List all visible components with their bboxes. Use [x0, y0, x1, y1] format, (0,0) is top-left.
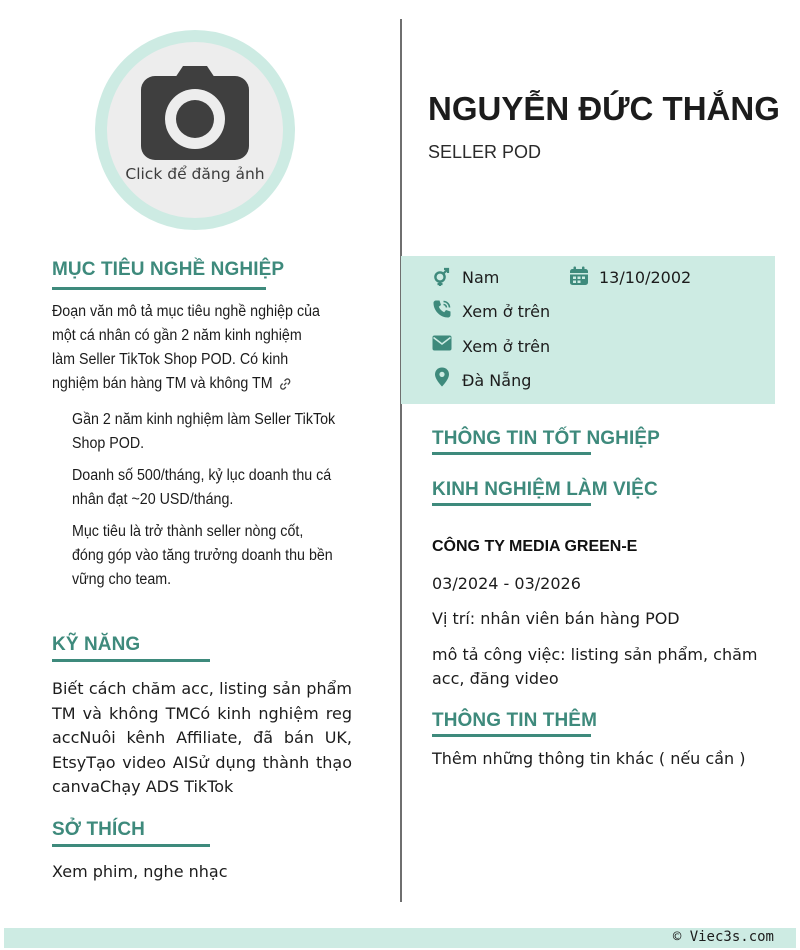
- hobbies-underline: [52, 844, 210, 847]
- footer-credit[interactable]: © Viec3s.com: [672, 929, 774, 945]
- work-period: 03/2024 - 03/2026: [432, 574, 581, 593]
- link-icon[interactable]: [278, 377, 292, 391]
- gender-icon: [432, 267, 452, 287]
- work-description: mô tả công việc: listing sản phẩm, chăm acc, đăng video: [432, 645, 758, 688]
- experience-title: KINH NGHIỆM LÀM VIỆC: [432, 479, 658, 500]
- camera-icon: [141, 66, 249, 160]
- hobbies-text: Xem phim, nghe nhạc: [52, 862, 228, 881]
- contact-panel: [401, 256, 775, 404]
- extra-title: THÔNG TIN THÊM: [432, 710, 597, 731]
- avatar-label: Click để đăng ảnh: [125, 165, 265, 183]
- hobbies-title: SỞ THÍCH: [52, 819, 146, 840]
- goal-text: [52, 300, 328, 396]
- work-role: Vị trí: nhân viên bán hàng POD: [432, 609, 680, 628]
- job-position: SELLER POD: [428, 142, 542, 162]
- email-icon: [432, 333, 452, 353]
- goal-paragraph: Đoạn văn mô tả mục tiêu nghề nghiệp của một cá nhân có gần 2 năm kinh nghiệm làm Seller TikTok Shop POD. Có kinh nghiệm bán hàng TM và không TM: [52, 303, 320, 392]
- extra-underline: [432, 734, 591, 737]
- company-name: CÔNG TY MEDIA GREEN-E: [432, 538, 638, 555]
- goal-title: MỤC TIÊU NGHỀ NGHIỆP: [52, 259, 285, 280]
- skills-title: KỸ NĂNG: [52, 634, 141, 655]
- education-title: THÔNG TIN TỐT NGHIỆP: [432, 428, 660, 449]
- goal-item: Doanh số 500/tháng, kỷ lục doanh thu cá nhân đạt ~20 USD/tháng.: [72, 467, 332, 508]
- full-name: NGUYỄN ĐỨC THẮNG: [428, 90, 780, 127]
- phone-icon: [432, 299, 452, 319]
- skills-text: Biết cách chăm acc, listing sản phẩm TM và không TMCó kinh nghiệm reg accNuôi kênh Affiliate, đã bán UK, EtsyTạo video AISử dụng thành thạo canvaChạy ADS TikTok: [52, 679, 352, 796]
- extra-text: Thêm những thông tin khác ( nếu cần ): [432, 749, 746, 768]
- email-text: Xem ở trên: [462, 337, 551, 356]
- location-pin-icon: [432, 367, 452, 387]
- calendar-icon: [569, 266, 589, 286]
- goal-underline: [52, 287, 266, 290]
- footer-bar: [4, 928, 796, 948]
- column-divider: [400, 19, 402, 902]
- goal-list: [72, 408, 337, 600]
- address-text: Đà Nẵng: [462, 371, 532, 390]
- birthday-text: 13/10/2002: [599, 268, 692, 287]
- goal-item: Mục tiêu là trở thành seller nòng cốt, đóng góp vào tăng trưởng doanh thu bền vững cho team.: [72, 523, 333, 588]
- skills-underline: [52, 659, 210, 662]
- gender-text: Nam: [462, 268, 500, 287]
- phone-text: Xem ở trên: [462, 302, 551, 321]
- avatar-upload[interactable]: [95, 30, 295, 230]
- experience-underline: [432, 503, 591, 506]
- goal-item: Gần 2 năm kinh nghiệm làm Seller TikTok Shop POD.: [72, 411, 336, 452]
- education-underline: [432, 452, 591, 455]
